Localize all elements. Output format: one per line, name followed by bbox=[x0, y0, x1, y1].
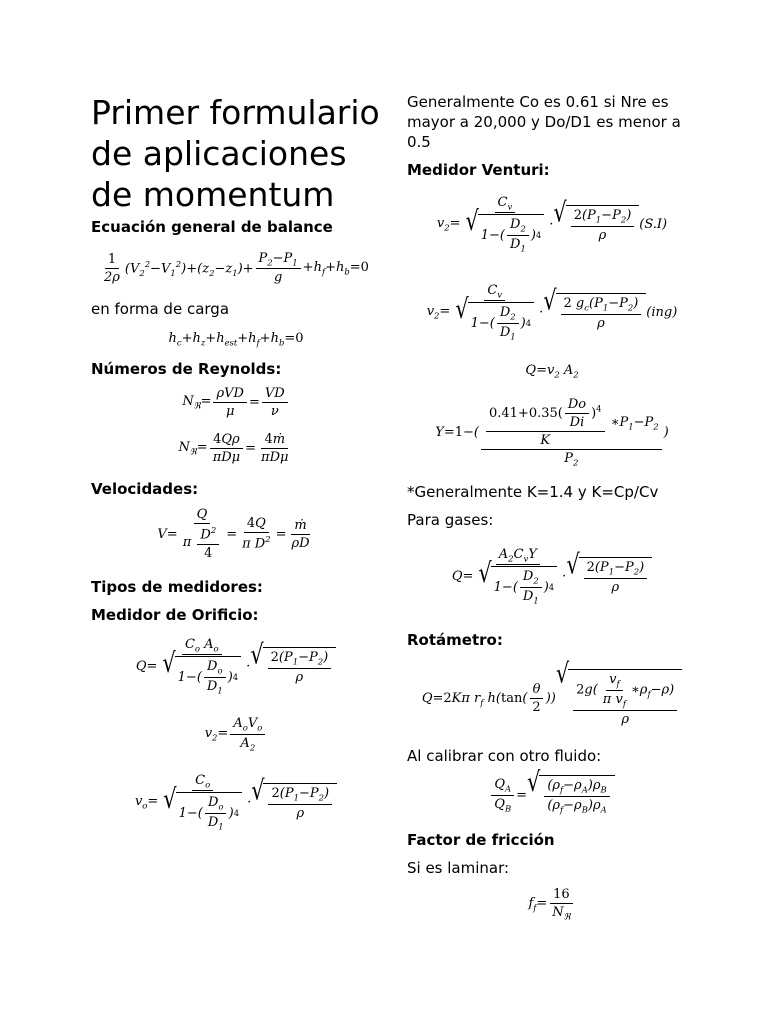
equation-venturi-si: $v_2=$ $C_v$ √ 1−( $\frac{D_2}{D_1}$ ) 4 · √ $\frac{2(P_1-P_2)}{\rho}$ (S.I) bbox=[436, 194, 668, 254]
equation-laminar: $f_f=$ $\frac{16}{N_ℜ}$ bbox=[407, 878, 697, 930]
heading-friccion: Factor de fricción bbox=[407, 831, 555, 849]
equation-reynolds-1: $N_ℜ=$ $\frac{\text{ρVD}}{\mu}$ = $\frac{VD}{\nu}$ bbox=[91, 379, 381, 425]
text-gases: Para gases: bbox=[407, 511, 494, 529]
heading-reynolds: Números de Reynolds: bbox=[91, 360, 282, 378]
equation-reynolds-2: $N_ℜ=$ $\frac{4Q\rho}{\text{πDμ}}$ = $\frac{\text{4ṁ}}{\text{πDμ}}$ bbox=[178, 431, 289, 465]
heading-orificio: Medidor de Orificio: bbox=[91, 606, 259, 624]
right-column bbox=[407, 92, 697, 930]
equation-gases: Q= $A_2C_vY$ √ 1−( $\frac{D_2}{D_1}$ ) 4 · √ $\frac{2(P_1-P_2)}{\rho}$ bbox=[407, 530, 697, 622]
heading-tipos: Tipos de medidores: bbox=[91, 578, 263, 596]
left-column bbox=[91, 92, 381, 843]
heading-balance: Ecuación general de balance bbox=[91, 218, 333, 236]
label-ing: (ing) bbox=[646, 304, 678, 320]
equation-rotametro: Q=2Kπ $r_f$ h(tan( $\frac{\theta}{2}$ )) √ 2g( $\frac{v_f}{\pi v_f}$ $∗\rho_f-\rho$) ρ bbox=[407, 650, 697, 746]
text-carga: en forma de carga bbox=[91, 300, 230, 318]
heading-venturi: Medidor Venturi: bbox=[407, 161, 550, 179]
label-si: (S.I) bbox=[639, 216, 668, 232]
equation-caudal-venturi: $Q=v_2$ $A_2$ bbox=[525, 362, 579, 380]
equation-venturi-ing: $v_2=$ $C_v$ √ 1−( $\frac{D_2}{D_1}$ ) 4 · √ $\frac{2 g_c(P_1-P_2)}{\rho}$ (ing) bbox=[426, 282, 678, 342]
equation-carga: $h_c+h_z+h_{est}+h_f+h_b=0$ bbox=[168, 330, 304, 348]
equation-orificio-v2: $v_2=$ $\frac{A_oV_o}{A_2}$ bbox=[91, 707, 381, 761]
text-co: Generalmente Co es 0.61 si Nre es mayor a 20,000 y Do/D1 es menor a 0.5 bbox=[407, 93, 681, 151]
equation-orificio-vo: $v_o=$ $C_o$ √ 1−( $\frac{D_o}{D_1}$ ) 4 · √ $\frac{2(P_1-P_2)}{\rho}$ bbox=[91, 761, 381, 843]
equation-expansion-y: Y=1−( 0.41+0.35( $\frac{Do}{Di}$ )$^4$ K $∗P_1-P_2$ $P_2$ ) bbox=[435, 396, 669, 468]
text-laminar: Si es laminar: bbox=[407, 859, 510, 877]
equation-velocidad: V= Q π $\frac{D^2}{4}$ = $\frac{4Q}{\pi D^2}$ = $\frac{\text{ṁ}}{\rho D}$ bbox=[157, 507, 310, 561]
heading-rotametro: Rotámetro: bbox=[407, 631, 503, 649]
equation-calibracion: $\frac{Q_A}{Q_B}$ = √ $\frac{(\rho_f-\rho_A)\rho_B}{(\rho_f-\rho_B)\rho_A}$ bbox=[407, 766, 697, 824]
text-k: *Generalmente K=1.4 y K=Cp/Cv bbox=[407, 483, 659, 501]
equation-orificio-q: Q= $C_o$ $A_o$ √ 1−( $\frac{D_o}{D_1}$ ) 4 · √ $\frac{2(P_1-P_2)}{\rho}$ bbox=[91, 625, 381, 707]
equation-balance: $\frac{1}{2\rho}$ $(V_2^2-V_1^2)+(z_2-z_1)+$ $\frac{P_2-P_1}{g}$ $+h_f+h_b=0$ bbox=[104, 250, 369, 286]
page-title: Primer formulario de aplicaciones de momentum bbox=[91, 93, 380, 214]
text-calibrar: Al calibrar con otro fluido: bbox=[407, 747, 602, 765]
heading-velocidades: Velocidades: bbox=[91, 480, 199, 498]
